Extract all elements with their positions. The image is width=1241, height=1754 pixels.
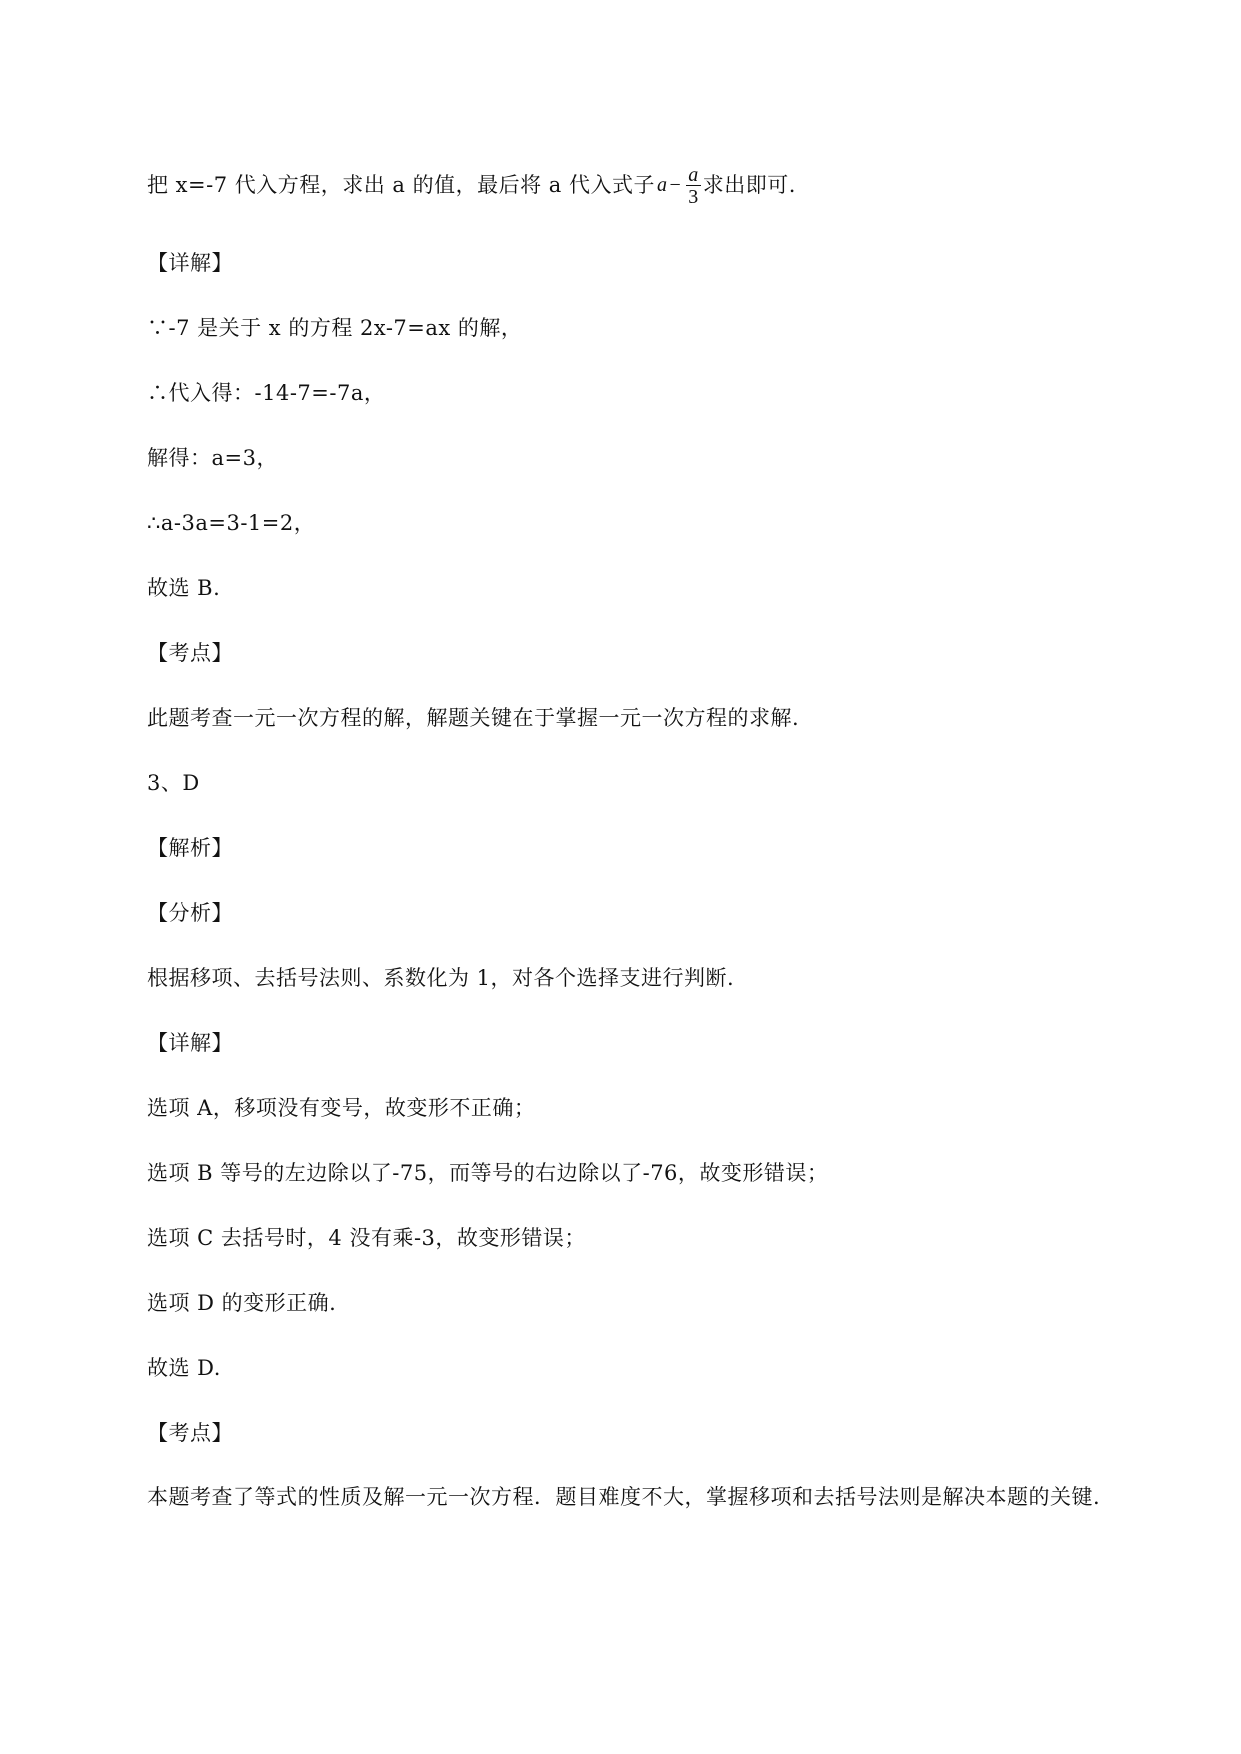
- detail-1-step-2: ∴代入得：-14-7=-7a，: [147, 381, 386, 405]
- detail-1-step-1: ∵-7 是关于 x 的方程 2x-7=ax 的解，: [147, 316, 523, 340]
- heading-exam-point-2: 【考点】: [147, 1421, 233, 1445]
- detail-1-step-4: ∴a-3a=3-1=2，: [147, 511, 316, 535]
- detail-1-step-3: 解得：a=3，: [147, 446, 278, 470]
- option-a-text: 选项 A，移项没有变号，故变形不正确；: [147, 1096, 536, 1120]
- exam-point-2-text: 本题考查了等式的性质及解一元一次方程．题目难度不大，掌握移项和去括号法则是解决本题的关键.: [147, 1485, 1101, 1509]
- heading-breakdown: 【分析】: [147, 901, 233, 925]
- question-3-answer: 3、D: [147, 771, 200, 795]
- answer-1: 故选 B.: [147, 576, 221, 600]
- option-b-text: 选项 B 等号的左边除以了-75，而等号的右边除以了-76，故变形错误；: [147, 1161, 829, 1185]
- option-d-text: 选项 D 的变形正确.: [147, 1291, 337, 1315]
- answer-2: 故选 D.: [147, 1356, 221, 1380]
- heading-detail-1: 【详解】: [147, 251, 233, 275]
- intro-text-before: 把 x=-7 代入方程，求出 a 的值，最后将 a 代入式子: [147, 173, 655, 197]
- heading-detail-2: 【详解】: [147, 1031, 233, 1055]
- fraction-numerator: a: [688, 164, 699, 186]
- formula-minus: −: [669, 174, 682, 197]
- exam-point-1-text: 此题考查一元一次方程的解，解题关键在于掌握一元一次方程的求解.: [147, 706, 800, 730]
- solution-intro-line: [147, 165, 796, 208]
- fraction-denominator: 3: [688, 186, 699, 208]
- formula-a: a: [657, 174, 668, 197]
- expression-a-minus-a-over-3: [657, 165, 701, 208]
- heading-exam-point-1: 【考点】: [147, 641, 233, 665]
- fraction: [686, 165, 701, 208]
- option-c-text: 选项 C 去括号时，4 没有乘-3，故变形错误；: [147, 1226, 586, 1250]
- breakdown-text: 根据移项、去括号法则、系数化为 1，对各个选择支进行判断.: [147, 966, 735, 990]
- intro-text-after: 求出即可.: [702, 173, 796, 197]
- heading-analysis: 【解析】: [147, 836, 233, 860]
